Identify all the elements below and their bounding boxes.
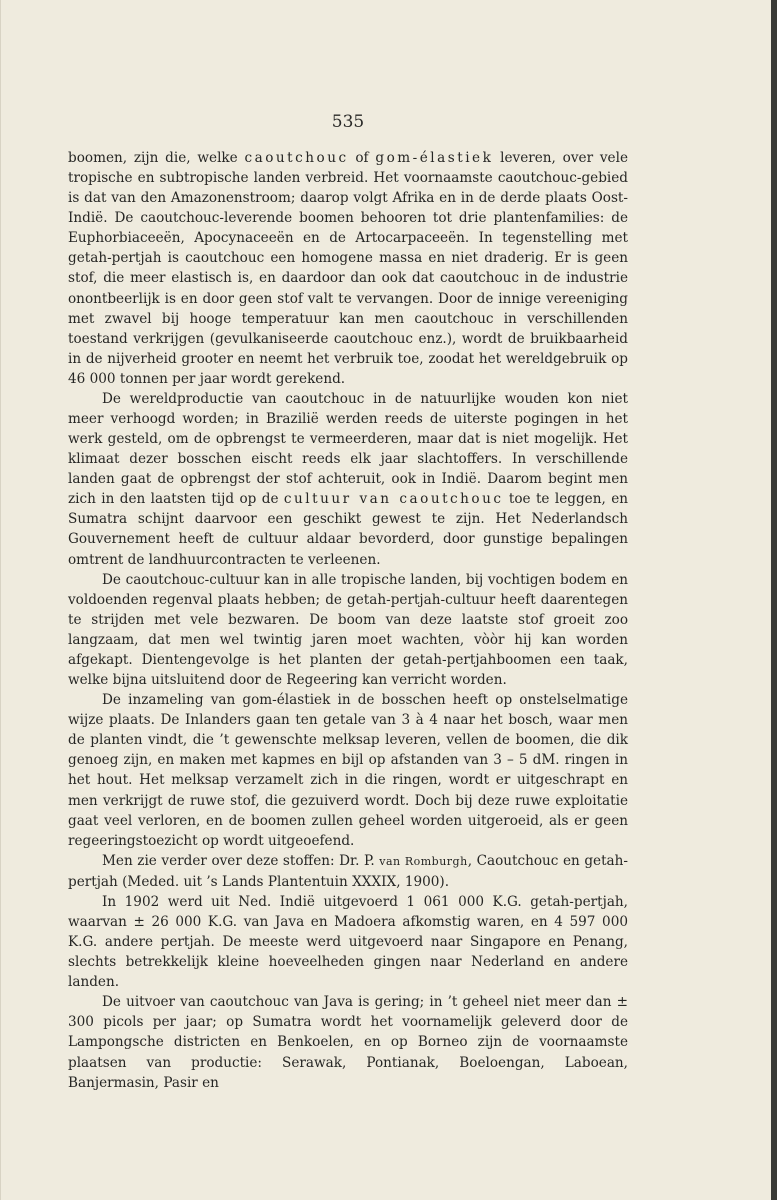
p2-text-a: De wereldproductie van caoutchouc in de natuurlijke wouden kon niet meer verhoogd worden; in Brazilië werden reeds de uiterste pogingen in het werk gesteld, om de opbrengst te vermeerderen, maar dat is niet mogelijk. Het klimaat dezer bosschen eischt reeds elk jaar slachtoffers. In verschillende landen gaat de opbrengst der stof achteruit, ook in Indië. Daarom begint men zich in den laatsten tijd op de (68, 390, 628, 508)
paragraph-4: De inzameling van gom-élastiek in de bosschen heeft op onstelselmatige wijze plaats. De Inlanders gaan ten getale van 3 à 4 naar het bosch, waar men de planten vindt, die ’t gewenschte melksap leveren, vellen de boomen, die dik genoeg zijn, en maken met kapmes en bijl op afstanden van 3 – 5 dM. ringen in het hout. Het melksap verzamelt zich in die ringen, wordt er uitgeschrapt en men verkrijgt de ruwe stof, die gezuiverd wordt. Doch bij deze ruwe exploitatie gaat veel verloren, en de boomen zullen geheel worden uitgeroeid, als er geen regeeringstoezicht op wordt uitgeoefend. (68, 692, 628, 849)
paragraph-3: De caoutchouc-cultuur kan in alle tropische landen, bij vochtigen bodem en voldoenden regenval plaats hebben; de getah-pertjah-cultuur heeft daarentegen te strijden met vele bezwaren. De boom van deze laatste stof groeit zoo langzaam, dat men wel twintig jaren moet wachten, vòòr hij kan worden afgekapt. Dientengevolge is het planten der getah-pertjahboomen een taak, welke bijna uitsluitend door de Regeering kan verricht worden. (68, 571, 628, 689)
p1-text-c: of (348, 150, 376, 166)
term-caoutchouc: caoutchouc (244, 150, 349, 166)
p5-text-c: , Caoutchouc en getah-pertjah (Meded. uit ’s Lands Plantentuin XXXIX, 1900). (68, 852, 628, 890)
p2-text-c: toe te leggen, en Sumatra schijnt daarvoor een geschikt gewest te zijn. Het Nederlandsch Gouvernement heeft de cultuur aldaar bevorderd, door gunstige bepalingen omtrent de landhuurcontracten te verleenen. (68, 491, 628, 568)
p1-text-e: leveren, over vele tropische en subtropische landen verbreid. Het voornaamste caoutchouc-gebied is dat van den Amazonenstroom; daarop volgt Afrika en in de derde plaats Oost-Indië. De caoutchouc-leverende boomen behooren tot drie plantenfamilies: de Euphorbiaceeën, Apocynaceeën en de Artocarpaceeën. In tegenstelling met getah-pertjah is caoutchouc een homogene massa en niet draderig. Er is geen stof, die meer elastisch is, en daardoor dan ook dat caoutchouc in de industrie onontbeerlijk is en door geen stof valt te vervangen. Door de innige vereeniging met zwavel bij hooge temperatuur kan men caoutchouc in verschillenden toestand verkrijgen (gevulkaniseerde caoutchouc enz.), wordt de bruikbaarheid in de nijverheid grooter en neemt het verbruik toe, zoodat het wereldgebruik op 46 000 tonnen per jaar wordt gerekend. (68, 150, 628, 387)
p5-text-a: Men zie verder over deze stoffen: Dr. P. (102, 852, 380, 869)
p1-text-a: boomen, zijn die, welke (68, 150, 245, 166)
paragraph-6: In 1902 werd uit Ned. Indië uitgevoerd 1 061 000 K.G. getah-pertjah, waarvan ± 26 000 K.G. van Java en Madoera afkomstig waren, en 4 597 000 K.G. andere pertjah. De meeste werd uitgevoerd naar Singapore en Penang, slechts betrekkelijk kleine hoeveelheden gingen naar Nederland en andere landen. (68, 893, 628, 991)
paragraph-7: De uitvoer van caoutchouc van Java is gering; in ’t geheel niet meer dan ± 300 picols per jaar; op Sumatra wordt het voornamelijk geleverd door de Lampongsche districten en Benkoelen, en op Borneo zijn de voornaamste plaatsen van productie: Serawak, Pontianak, Boeloengan, Laboean, Banjermasin, Pasir en (68, 994, 628, 1091)
paragraph-1 (68, 148, 628, 389)
body-text (68, 148, 628, 1093)
term-gom-elastiek: gom-élastiek (375, 150, 494, 166)
author-name: van Romburgh (379, 854, 468, 868)
term-cultuur: cultuur van caoutchouc (283, 491, 504, 508)
paragraph-2 (68, 389, 628, 570)
page-number: 535 (331, 112, 365, 132)
paragraph-5 (68, 851, 628, 892)
